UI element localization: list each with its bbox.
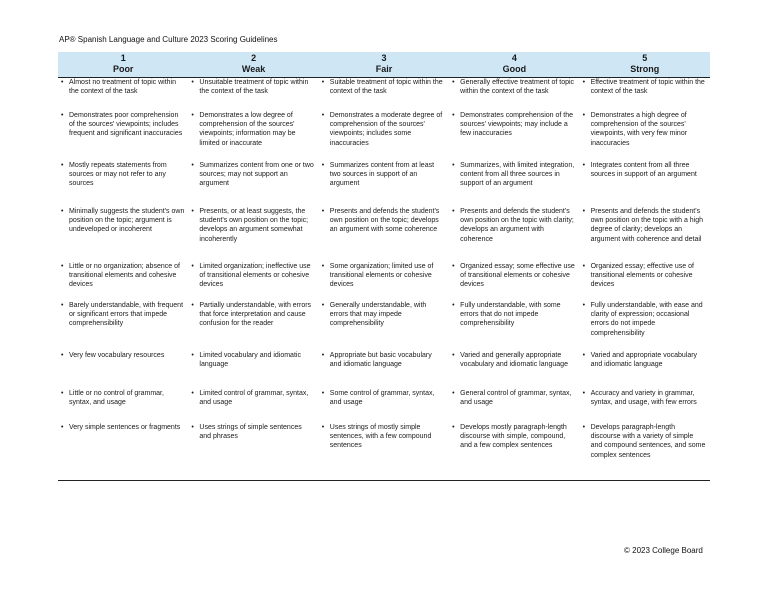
criterion-text: Generally effective treatment of topic within the context of the task xyxy=(460,79,575,96)
rubric-cell xyxy=(319,423,449,481)
criterion-text: Demonstrates a moderate degree of comprehension of the sources' viewpoints; includes some inaccuracies xyxy=(329,112,443,147)
criterion-text: Presents and defends the student's own position on the topic; develops an argument with some coherence xyxy=(329,208,440,234)
rubric-cell xyxy=(319,389,449,423)
copyright-footer: © 2023 College Board xyxy=(624,546,703,555)
criterion-text: Mostly repeats statements from sources or may not refer to any sources xyxy=(69,162,167,188)
rubric-cell xyxy=(188,351,318,389)
criterion-text: Limited vocabulary and idiomatic language xyxy=(199,352,301,369)
criterion-text: Demonstrates a low degree of comprehension of the sources' viewpoints; information may be limited or inaccurate xyxy=(199,112,296,147)
criterion-text: Summarizes content from one or two sources; may not support an argument xyxy=(199,162,314,188)
bullet-icon: • xyxy=(452,208,455,215)
criterion-text: Demonstrates comprehension of the sources' viewpoints; may include a few inaccuracies xyxy=(460,112,574,138)
criterion-text: Develops paragraph-length discourse with a variety of simple and compound sentences, and some complex sentences xyxy=(590,424,706,459)
rubric-cell xyxy=(449,111,579,161)
bullet-icon: • xyxy=(61,302,64,309)
criterion-text: Uses strings of simple sentences and phrases xyxy=(199,424,302,441)
level-header-2 xyxy=(188,52,318,78)
scoring-rubric-table xyxy=(58,52,710,481)
rubric-cell xyxy=(188,423,318,481)
bullet-icon: • xyxy=(582,352,586,359)
rubric-cell xyxy=(580,207,710,262)
criterion-text: Uses strings of mostly simple sentences, with a few compound sentences xyxy=(329,424,432,450)
criterion-text: Little or no control of grammar, syntax, and usage xyxy=(69,390,164,407)
criterion-text: Unsuitable treatment of topic within the context of the task xyxy=(199,79,309,96)
rubric-row xyxy=(58,111,710,161)
bullet-icon: • xyxy=(452,162,455,169)
rubric-cell xyxy=(58,111,188,161)
criterion-text: Develops mostly paragraph-length discourse with simple, compound, and a few complex sentences xyxy=(460,424,567,450)
bullet-icon: • xyxy=(582,112,586,119)
rubric-cell xyxy=(449,351,579,389)
bullet-icon: • xyxy=(191,302,194,309)
rubric-cell xyxy=(188,207,318,262)
bullet-icon: • xyxy=(61,208,64,215)
rubric-cell xyxy=(58,78,188,112)
bullet-icon: • xyxy=(582,390,586,397)
bullet-icon: • xyxy=(321,162,325,169)
rubric-row xyxy=(58,262,710,301)
bullet-icon: • xyxy=(582,162,586,169)
bullet-icon: • xyxy=(321,352,325,359)
rubric-cell xyxy=(188,78,318,112)
criterion-text: Varied and appropriate vocabulary and idiomatic language xyxy=(590,352,698,369)
bullet-icon: • xyxy=(452,424,455,431)
criterion-text: Some control of grammar, syntax, and usage xyxy=(329,390,435,407)
bullet-icon: • xyxy=(321,302,325,309)
criterion-text: Presents and defends the student's own position on the topic with clarity; develops an argument with coherence xyxy=(460,208,574,243)
rubric-cell xyxy=(580,78,710,112)
rubric-cell xyxy=(319,262,449,301)
bullet-icon: • xyxy=(321,263,325,270)
bullet-icon: • xyxy=(582,208,586,215)
bullet-icon: • xyxy=(191,263,194,270)
bullet-icon: • xyxy=(191,162,194,169)
criterion-text: Summarizes content from at least two sources in support of an argument xyxy=(329,162,435,188)
rubric-row xyxy=(58,161,710,207)
bullet-icon: • xyxy=(582,424,586,431)
rubric-row xyxy=(58,301,710,351)
rubric-cell xyxy=(449,78,579,112)
rubric-row xyxy=(58,78,710,112)
criterion-text: Limited organization; ineffective use of transitional elements or cohesive devices xyxy=(199,263,311,289)
criterion-text: Fully understandable, with ease and clarity of expression; occasional errors do not impede comprehensibility xyxy=(590,302,703,337)
criterion-text: General control of grammar, syntax, and usage xyxy=(460,390,572,407)
criterion-text: Varied and generally appropriate vocabulary and idiomatic language xyxy=(460,352,568,369)
rubric-cell xyxy=(319,301,449,351)
rubric-cell xyxy=(188,389,318,423)
criterion-text: Presents, or at least suggests, the student's own position on the topic; develops an argument somewhat incoherently xyxy=(199,208,309,243)
rubric-cell xyxy=(449,207,579,262)
criterion-text: Little or no organization; absence of transitional elements and cohesive devices xyxy=(69,263,180,289)
rubric-cell xyxy=(449,262,579,301)
criterion-text: Presents and defends the student's own position on the topic with a high degree of clarity; develops an argument with coherence and detail xyxy=(590,208,704,243)
bullet-icon: • xyxy=(321,208,325,215)
bullet-icon: • xyxy=(452,302,455,309)
criterion-text: Demonstrates poor comprehension of the sources' viewpoints; includes frequent and significant inaccuracies xyxy=(69,112,183,138)
criterion-text: Organized essay; some effective use of transitional elements or cohesive devices xyxy=(460,263,575,289)
bullet-icon: • xyxy=(321,112,325,119)
level-label: Good xyxy=(502,64,527,74)
criterion-text: Summarizes, with limited integration, content from all three sources in support of an argument xyxy=(460,162,575,188)
bullet-icon: • xyxy=(582,79,586,86)
level-number: 4 xyxy=(511,53,517,63)
bullet-icon: • xyxy=(191,79,194,86)
bullet-icon: • xyxy=(61,424,64,431)
rubric-cell xyxy=(58,262,188,301)
rubric-cell xyxy=(188,161,318,207)
criterion-text: Almost no treatment of topic within the context of the task xyxy=(69,79,176,96)
bullet-icon: • xyxy=(61,263,64,270)
criterion-text: Demonstrates a high degree of comprehension of the sources' viewpoints, with very few minor inaccuracies xyxy=(590,112,688,147)
bullet-icon: • xyxy=(321,390,325,397)
rubric-cell xyxy=(449,301,579,351)
level-header-5 xyxy=(580,52,710,78)
level-number: 5 xyxy=(642,53,648,63)
rubric-cell xyxy=(319,161,449,207)
rubric-cell xyxy=(188,262,318,301)
level-label: Strong xyxy=(630,64,660,74)
bullet-icon: • xyxy=(582,302,586,309)
rubric-cell xyxy=(319,207,449,262)
bullet-icon: • xyxy=(61,79,64,86)
rubric-cell xyxy=(580,351,710,389)
rubric-cell xyxy=(58,207,188,262)
rubric-cell xyxy=(580,161,710,207)
criterion-text: Barely understandable, with frequent or significant errors that impede comprehensibility xyxy=(69,302,184,328)
bullet-icon: • xyxy=(321,424,325,431)
level-number: 3 xyxy=(381,53,387,63)
rubric-cell xyxy=(449,389,579,423)
bullet-icon: • xyxy=(61,390,64,397)
level-label: Weak xyxy=(241,64,266,74)
rubric-cell xyxy=(449,161,579,207)
rubric-cell xyxy=(580,262,710,301)
level-label: Fair xyxy=(375,64,393,74)
criterion-text: Fully understandable, with some errors that do not impede comprehensibility xyxy=(460,302,561,328)
level-header-4 xyxy=(449,52,579,78)
bullet-icon: • xyxy=(191,112,194,119)
bullet-icon: • xyxy=(452,79,455,86)
rubric-cell xyxy=(580,111,710,161)
criterion-text: Limited control of grammar, syntax, and usage xyxy=(199,390,309,407)
bullet-icon: • xyxy=(191,352,194,359)
rubric-row xyxy=(58,389,710,423)
rubric-cell xyxy=(58,161,188,207)
criterion-text: Very simple sentences or fragments xyxy=(69,424,181,431)
level-number: 1 xyxy=(120,53,126,63)
bullet-icon: • xyxy=(191,208,194,215)
level-label: Poor xyxy=(112,64,134,74)
bullet-icon: • xyxy=(582,263,586,270)
bullet-icon: • xyxy=(452,263,455,270)
rubric-row xyxy=(58,423,710,481)
criterion-text: Integrates content from all three sources in support of an argument xyxy=(590,162,697,179)
criterion-text: Partially understandable, with errors that force interpretation and cause confusion for the reader xyxy=(199,302,312,328)
rubric-cell xyxy=(580,301,710,351)
rubric-cell xyxy=(188,301,318,351)
bullet-icon: • xyxy=(191,424,194,431)
level-number: 2 xyxy=(251,53,257,63)
bullet-icon: • xyxy=(452,112,455,119)
rubric-row xyxy=(58,207,710,262)
rubric-cell xyxy=(58,351,188,389)
criterion-text: Accuracy and variety in grammar, syntax, and usage, with few errors xyxy=(590,390,697,407)
rubric-cell xyxy=(188,111,318,161)
rubric-header-row xyxy=(58,52,710,78)
criterion-text: Some organization; limited use of transitional elements or cohesive devices xyxy=(329,263,434,289)
document-title: AP® Spanish Language and Culture 2023 Scoring Guidelines xyxy=(59,35,278,44)
level-header-1 xyxy=(58,52,188,78)
rubric-cell xyxy=(319,351,449,389)
bullet-icon: • xyxy=(61,352,64,359)
bullet-icon: • xyxy=(191,390,194,397)
rubric-cell xyxy=(58,301,188,351)
criterion-text: Suitable treatment of topic within the context of the task xyxy=(329,79,443,96)
rubric-cell xyxy=(449,423,579,481)
bullet-icon: • xyxy=(61,112,64,119)
level-header-3 xyxy=(319,52,449,78)
criterion-text: Minimally suggests the student's own position on the topic; argument is undeveloped or incoherent xyxy=(69,208,185,234)
rubric-cell xyxy=(580,389,710,423)
criterion-text: Organized essay; effective use of transitional elements or cohesive devices xyxy=(590,263,694,289)
bullet-icon: • xyxy=(61,162,64,169)
rubric-cell xyxy=(58,389,188,423)
bullet-icon: • xyxy=(452,352,455,359)
criterion-text: Appropriate but basic vocabulary and idiomatic language xyxy=(329,352,432,369)
criterion-text: Effective treatment of topic within the context of the task xyxy=(590,79,705,96)
criterion-text: Very few vocabulary resources xyxy=(69,352,165,359)
rubric-cell xyxy=(580,423,710,481)
rubric-cell xyxy=(58,423,188,481)
rubric-row xyxy=(58,351,710,389)
rubric-cell xyxy=(319,111,449,161)
bullet-icon: • xyxy=(452,390,455,397)
criterion-text: Generally understandable, with errors that may impede comprehensibility xyxy=(329,302,427,328)
bullet-icon: • xyxy=(321,79,325,86)
rubric-cell xyxy=(319,78,449,112)
